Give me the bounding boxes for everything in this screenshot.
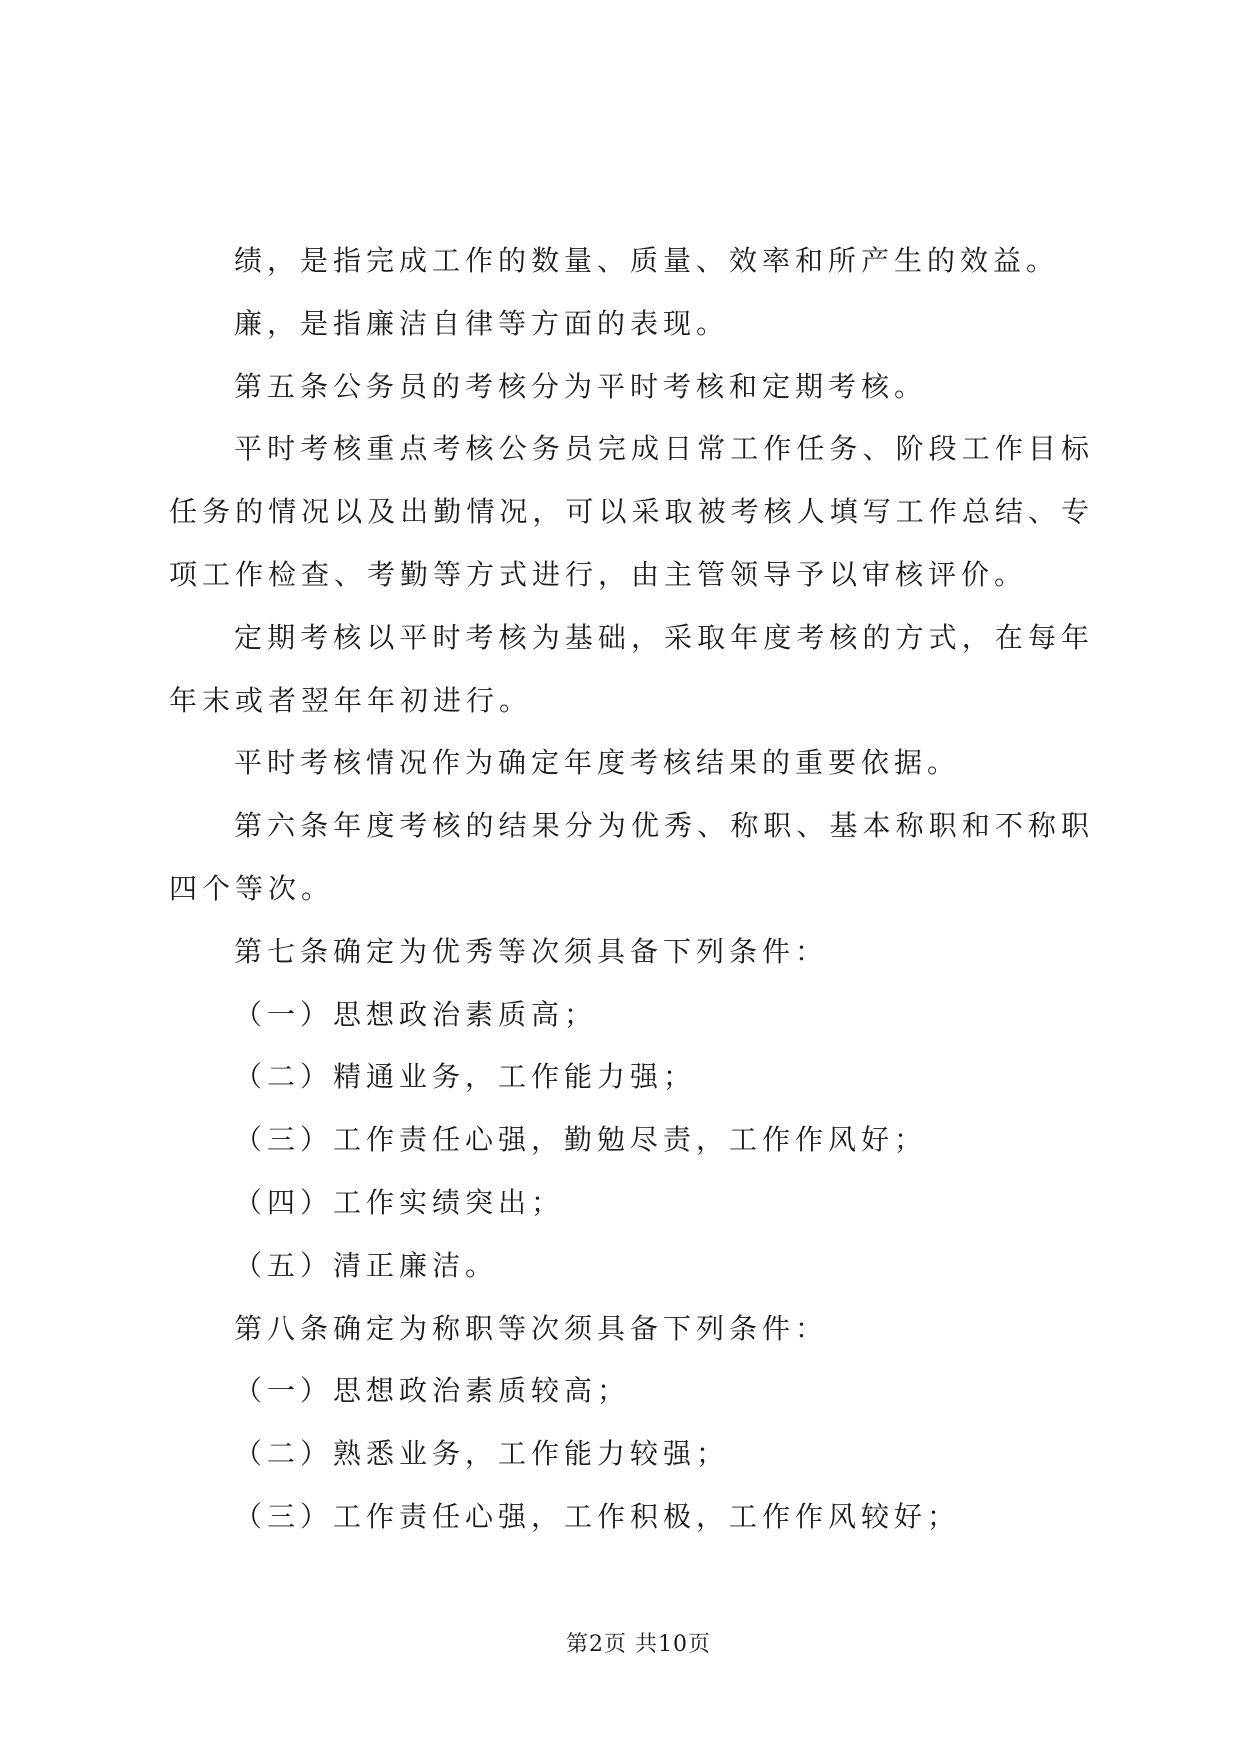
- text-line: 第七条确定为优秀等次须具备下列条件：: [234, 934, 829, 968]
- text-line: 任务的情况以及出勤情况，可以采取被考核人填写工作总结、专: [169, 495, 1095, 529]
- text-line: 项工作检查、考勤等方式进行，由主管领导予以审核评价。: [169, 557, 1028, 591]
- text-line: 第五条公务员的考核分为平时考核和定期考核。: [234, 369, 928, 403]
- text-line: 年末或者翌年年初进行。: [169, 683, 533, 717]
- text-line: 绩，是指完成工作的数量、质量、效率和所产生的效益。: [234, 244, 1060, 277]
- list-item: （五）清正廉洁。: [234, 1248, 499, 1282]
- list-item: （三）工作责任心强，勤勉尽责，工作作风好；: [234, 1123, 928, 1157]
- list-item: （四）工作实绩突出；: [234, 1185, 565, 1219]
- document-body: [169, 230, 1109, 1549]
- page-number: 第2页 共10页: [566, 1632, 711, 1657]
- text-line: 定期考核以平时考核为基础，采取年度考核的方式，在每年: [234, 620, 1095, 654]
- text-line: 平时考核重点考核公务员完成日常工作任务、阶段工作目标: [234, 432, 1095, 466]
- list-item: （二）精通业务，工作能力强；: [234, 1060, 697, 1094]
- list-item: （一）思想政治素质较高；: [234, 1374, 631, 1408]
- list-item: （一）思想政治素质高；: [234, 997, 598, 1031]
- list-item: （二）熟悉业务，工作能力较强；: [234, 1437, 730, 1471]
- text-line: 廉，是指廉洁自律等方面的表现。: [234, 306, 730, 340]
- text-line: 四个等次。: [169, 871, 335, 905]
- list-item: （三）工作责任心强，工作积极，工作作风较好；: [234, 1499, 961, 1533]
- text-line: 第六条年度考核的结果分为优秀、称职、基本称职和不称职: [234, 809, 1095, 843]
- text-line: 平时考核情况作为确定年度考核结果的重要依据。: [234, 746, 961, 780]
- text-line: 第八条确定为称职等次须具备下列条件：: [234, 1311, 829, 1345]
